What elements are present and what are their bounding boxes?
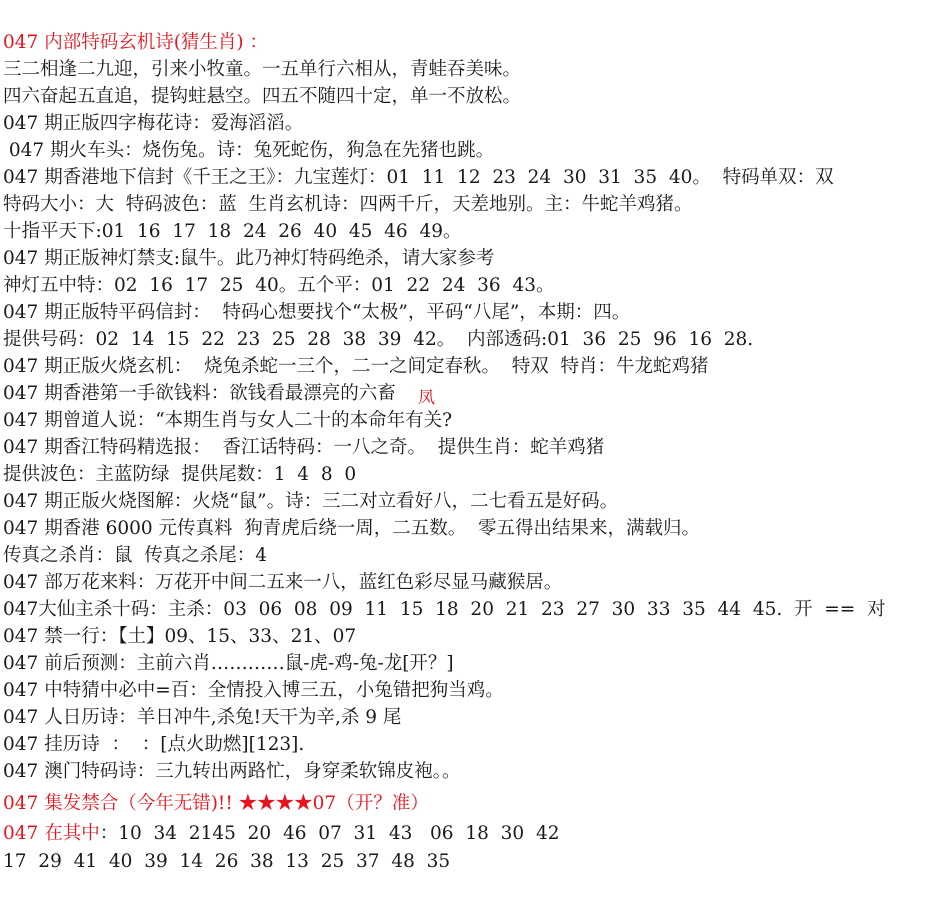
text-line: 047 人日历诗：羊日冲牛,杀兔!天干为辛,杀 9 尾 bbox=[3, 707, 402, 728]
text-line: 提供波色：主蓝防绿 提供尾数：1 4 8 0 bbox=[3, 464, 357, 485]
text-line: 十指平天下:01 16 17 18 24 26 40 45 46 49。 bbox=[3, 221, 462, 242]
text-line: 047 期正版火烧图解：火烧“鼠”。诗：三二对立看好八，二七看五是好码。 bbox=[3, 491, 619, 512]
text-line: 047 期香港地下信封《千王之王》：九宝莲灯：01 11 12 23 24 30 31 35 40。 特码单双：双 bbox=[3, 167, 834, 188]
text-line: 047 期正版火烧玄机： 烧兔杀蛇一三个，二一之间定春秋。 特双 特肖：牛龙蛇鸡猪 bbox=[3, 356, 709, 377]
ban-line: 047 集发禁合（今年无错)!! ★★★★07（开？准） bbox=[3, 793, 429, 814]
doc-title: 047 内部特码玄机诗(猜生肖) ： bbox=[3, 32, 269, 53]
text-line: 047 期香港第一手欲钱料：欲钱看最漂亮的六畜 bbox=[3, 383, 396, 404]
in-numbers: ：10 34 2145 20 46 07 31 43 06 18 30 42 bbox=[99, 823, 560, 844]
text-line: 047 部万花来料：万花开中间二五来一八，蓝红色彩尽显马藏猴居。 bbox=[3, 572, 563, 593]
in-prefix: 047 在其中 bbox=[3, 823, 100, 844]
text-line: 特码大小：大 特码波色：蓝 生肖玄机诗：四两千斤，天差地别。主：牛蛇羊鸡猪。 bbox=[3, 194, 693, 215]
text-line: 047 前后预测：主前六肖…………鼠-虎-鸡-兔-龙[开？] bbox=[3, 653, 454, 674]
text-line: 047 期香江特码精选报： 香江话特码：一八之奇。 提供生肖：蛇羊鸡猪 bbox=[3, 437, 605, 458]
text-line: 047 中特猜中必中=百：全情投入博三五，小兔错把狗当鸡。 bbox=[3, 680, 504, 701]
text-line: 047 期正版特平码信封： 特码心想要找个“太极”，平码“八尾”，本期：四。 bbox=[3, 302, 631, 323]
in-line bbox=[3, 820, 943, 847]
text-line: 047 期正版四字梅花诗：爱海滔滔。 bbox=[3, 113, 304, 134]
text-line: 047 期火车头：烧伤兔。诗：兔死蛇伤，狗急在先猪也跳。 bbox=[3, 140, 495, 161]
text-line: 神灯五中特：02 16 17 25 40。五个平：01 22 24 36 43。 bbox=[3, 275, 555, 296]
text-line: 四六奋起五直追，提钩蛀悬空。四五不随四十定，单一不放松。 bbox=[3, 86, 522, 107]
text-line: 三二相逢二九迎，引来小牧童。一五单行六相从，青蛙吞美味。 bbox=[3, 59, 522, 80]
watermark-mark: 凤 bbox=[418, 388, 435, 408]
text-line: 047 挂历诗 ： ：[点火助燃][123]. bbox=[3, 734, 305, 755]
last-line: 17 29 41 40 39 14 26 38 13 25 37 48 35 bbox=[3, 851, 451, 872]
text-line: 047 期正版神灯禁支:鼠牛。此乃神灯特码绝杀，请大家参考 bbox=[3, 248, 495, 269]
text-line: 047 禁一行：【土】09、15、33、21、07 bbox=[3, 626, 357, 647]
text-line: 047大仙主杀十码：主杀：03 06 08 09 11 15 18 20 21 23 27 30 33 35 44 45. 开 == 对 bbox=[3, 599, 886, 620]
text-line: 047 澳门特码诗：三九转出两路忙，身穿柔软锦皮袍。。 bbox=[3, 761, 461, 782]
text-line: 047 期香港 6000 元传真料 狗青虎后绕一周，二五数。 零五得出结果来，满载归。 bbox=[3, 518, 701, 539]
text-line: 传真之杀肖：鼠 传真之杀尾：4 bbox=[3, 545, 268, 566]
text-line: 047 期曾道人说：“本期生肖与女人二十的本命年有关? bbox=[3, 410, 453, 431]
text-line: 提供号码：02 14 15 22 23 25 28 38 39 42。 内部透码:01 36 25 96 16 28. bbox=[3, 329, 754, 350]
